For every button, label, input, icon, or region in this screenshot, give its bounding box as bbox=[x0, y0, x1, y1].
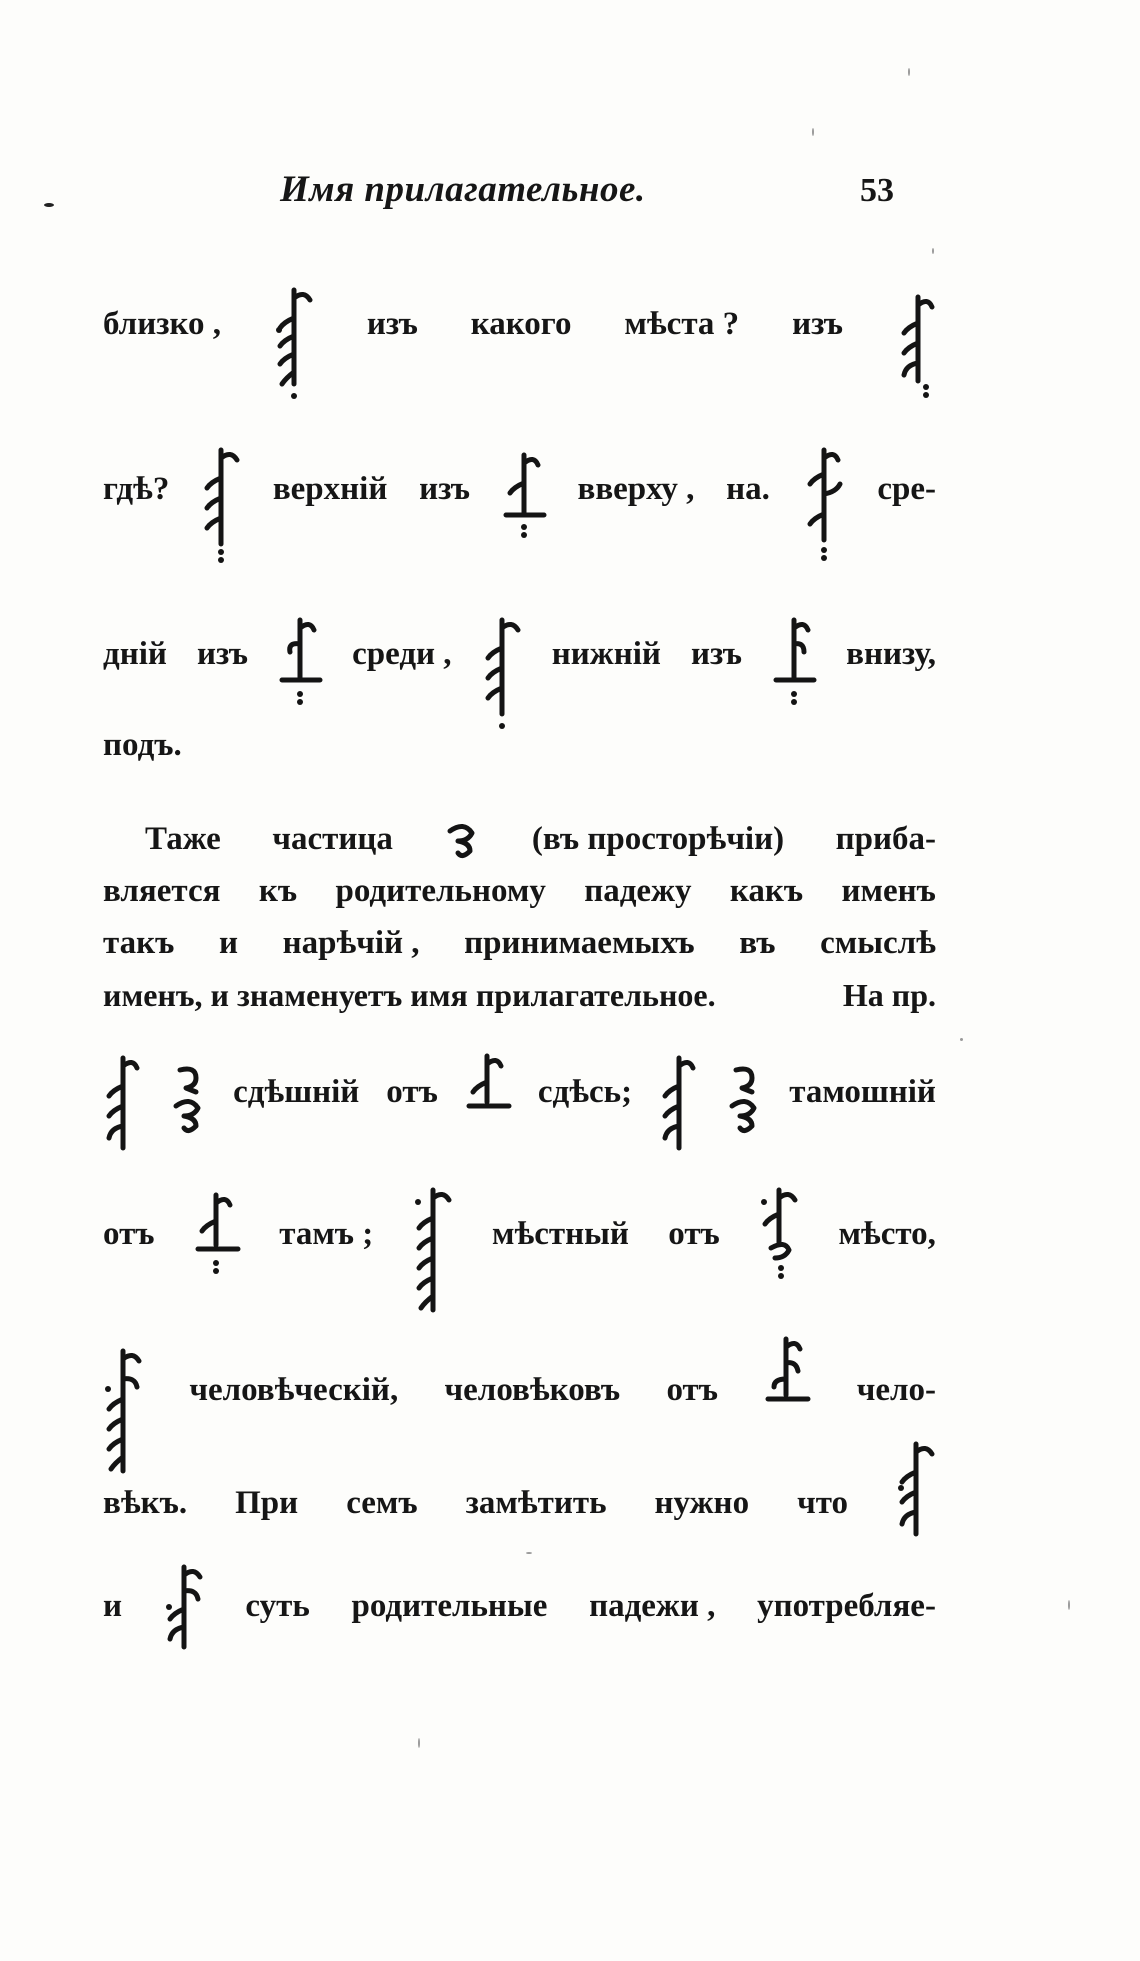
word: изъ bbox=[419, 470, 471, 507]
text-line bbox=[103, 919, 936, 967]
word: смыслѣ bbox=[820, 924, 936, 961]
text-line bbox=[103, 630, 936, 678]
word: верхній bbox=[272, 470, 388, 507]
word: мѣстный bbox=[491, 1215, 629, 1252]
scan-speck bbox=[526, 1552, 532, 1554]
word: къ bbox=[258, 872, 298, 909]
mongolian-script-word-icon bbox=[896, 1438, 936, 1548]
mongolian-script-word-icon bbox=[659, 1052, 699, 1162]
mongolian-script-word-icon bbox=[274, 284, 314, 404]
word: замѣтить bbox=[465, 1484, 607, 1521]
word: На пр. bbox=[842, 976, 936, 1013]
word: вверху , bbox=[577, 470, 695, 507]
mongolian-script-word-icon bbox=[170, 1062, 206, 1142]
word: отъ bbox=[386, 1073, 438, 1110]
mongolian-script-word-icon bbox=[482, 614, 522, 734]
word: вѣкъ. bbox=[103, 1484, 188, 1521]
word: тамошній bbox=[789, 1073, 936, 1110]
word: мѣста ? bbox=[624, 305, 740, 342]
text-line bbox=[103, 867, 936, 915]
word: Таже bbox=[145, 820, 221, 857]
text-line bbox=[103, 1582, 936, 1630]
page-number: 53 bbox=[860, 172, 894, 209]
mongolian-script-word-icon bbox=[194, 1189, 240, 1289]
mongolian-script-word-icon bbox=[103, 1052, 143, 1162]
word: что bbox=[797, 1484, 848, 1521]
scan-speck bbox=[932, 248, 934, 254]
mongolian-script-word-icon bbox=[444, 817, 480, 861]
text-line bbox=[103, 1210, 936, 1258]
word: человѣковъ bbox=[444, 1371, 621, 1408]
word: человѣческій, bbox=[189, 1371, 399, 1408]
scan-speck bbox=[1068, 1600, 1070, 1610]
word: (въ просторѣчіи) bbox=[531, 820, 785, 857]
word: изъ bbox=[196, 635, 248, 672]
mongolian-script-word-icon bbox=[278, 614, 322, 714]
word: принимаемыхъ bbox=[464, 924, 695, 961]
word: подъ. bbox=[103, 726, 182, 763]
text-line bbox=[103, 1366, 936, 1414]
scan-speck bbox=[908, 68, 910, 76]
mongolian-script-word-icon bbox=[502, 449, 546, 549]
text-line bbox=[103, 465, 936, 513]
word: такъ bbox=[103, 924, 175, 961]
word: нужно bbox=[654, 1484, 750, 1521]
text-line bbox=[103, 1068, 936, 1116]
word: дній bbox=[103, 635, 167, 672]
word: прибa- bbox=[835, 820, 936, 857]
word: падежу bbox=[584, 872, 692, 909]
mongolian-script-word-icon bbox=[759, 1184, 799, 1284]
word: изъ bbox=[366, 305, 418, 342]
scan-speck bbox=[812, 128, 814, 136]
word: отъ bbox=[103, 1215, 155, 1252]
word: тамъ ; bbox=[279, 1215, 374, 1252]
word: отъ bbox=[668, 1215, 720, 1252]
scan-speck bbox=[960, 1038, 963, 1041]
text-line bbox=[103, 1479, 936, 1527]
scan-speck bbox=[418, 1738, 420, 1748]
word: и bbox=[103, 1587, 123, 1624]
mongolian-script-word-icon bbox=[772, 614, 816, 714]
text-line bbox=[103, 815, 936, 863]
mongolian-script-word-icon bbox=[413, 1184, 453, 1324]
text-line bbox=[103, 300, 936, 348]
word: частица bbox=[272, 820, 393, 857]
word: чело- bbox=[856, 1371, 936, 1408]
word: въ bbox=[739, 924, 776, 961]
text-line bbox=[103, 971, 936, 1019]
word: внизу, bbox=[846, 635, 936, 672]
mongolian-script-word-icon bbox=[465, 1052, 511, 1122]
word: родительные bbox=[351, 1587, 548, 1624]
word: мѣсто, bbox=[838, 1215, 936, 1252]
word: сдѣшній bbox=[233, 1073, 360, 1110]
mongolian-script-word-icon bbox=[726, 1062, 762, 1142]
mongolian-script-word-icon bbox=[802, 444, 846, 564]
running-header-title: Имя прилагательное. bbox=[280, 169, 646, 210]
word: падежи , bbox=[589, 1587, 716, 1624]
word: родительному bbox=[335, 872, 546, 909]
word: именъ bbox=[841, 872, 936, 909]
word: сдѣсь; bbox=[537, 1073, 633, 1110]
text-line bbox=[103, 721, 936, 769]
word: отъ bbox=[666, 1371, 718, 1408]
word: какъ bbox=[729, 872, 804, 909]
word: нижній bbox=[551, 635, 661, 672]
word: суть bbox=[245, 1587, 310, 1624]
word: вляется bbox=[103, 872, 221, 909]
word: и bbox=[218, 924, 238, 961]
mongolian-script-word-icon bbox=[164, 1561, 204, 1661]
word: семъ bbox=[346, 1484, 418, 1521]
word: нарѣчій , bbox=[282, 924, 420, 961]
word: гдѣ? bbox=[103, 470, 170, 507]
word: сре- bbox=[877, 470, 936, 507]
mongolian-script-word-icon bbox=[764, 1335, 810, 1415]
word: среди , bbox=[352, 635, 452, 672]
word: на. bbox=[726, 470, 770, 507]
ink-mark bbox=[44, 203, 54, 207]
mongolian-script-word-icon bbox=[201, 444, 241, 564]
word: близко , bbox=[103, 305, 222, 342]
word: При bbox=[235, 1484, 299, 1521]
mongolian-script-word-icon bbox=[103, 1345, 143, 1485]
word: изъ bbox=[690, 635, 742, 672]
word: именъ, и знаменуетъ имя прилагательное. bbox=[103, 976, 716, 1013]
word: изъ bbox=[792, 305, 844, 342]
word: употребляе- bbox=[757, 1587, 936, 1624]
mongolian-script-word-icon bbox=[896, 289, 936, 399]
word: какого bbox=[470, 305, 572, 342]
